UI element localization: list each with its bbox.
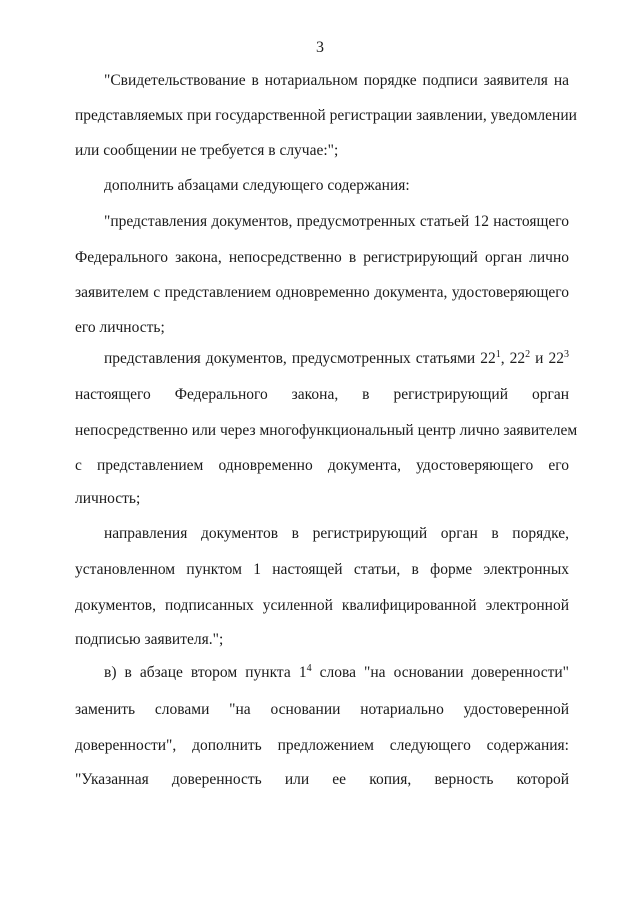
text-line: дополнить абзацами следующего содержания: bbox=[104, 177, 410, 194]
text-line: заменить словами "на основании нотариально удостоверенной bbox=[75, 701, 569, 718]
text-fragment: представления документов, предусмотренных статьями 22 bbox=[104, 350, 496, 367]
text-line: Федерального закона, непосредственно в регистрирующий орган лично bbox=[75, 249, 569, 266]
superscript: 3 bbox=[564, 349, 569, 360]
text-line: "представления документов, предусмотренных статьей 12 настоящего bbox=[104, 213, 569, 230]
text-line: установленном пунктом 1 настоящей статьи, в форме электронных bbox=[75, 561, 569, 578]
page-number: 3 bbox=[316, 39, 324, 56]
superscript: 4 bbox=[306, 663, 312, 674]
text-line: представляемых при государственной регистрации заявлении, уведомлении bbox=[75, 107, 577, 124]
text-line: "Свидетельствование в нотариальном порядке подписи заявителя на bbox=[104, 72, 569, 89]
text-line: документов, подписанных усиленной квалифицированной электронной bbox=[75, 597, 569, 614]
text-line: настоящего Федерального закона, в регистрирующий орган bbox=[75, 386, 569, 403]
text-line: "Указанная доверенность или ее копия, верность которой bbox=[75, 771, 569, 788]
text-line: направления документов в регистрирующий орган в порядке, bbox=[104, 525, 569, 542]
text-line: заявителем с представлением одновременно документа, удостоверяющего bbox=[75, 284, 569, 301]
text-fragment: в) в абзаце втором пункта 1 bbox=[104, 664, 307, 681]
text-fragment: , 22 bbox=[500, 350, 526, 367]
text-line: доверенности", дополнить предложением следующего содержания: bbox=[75, 737, 569, 754]
superscript: 1 bbox=[495, 349, 501, 360]
text-line: с представлением одновременно документа, удостоверяющего его bbox=[75, 457, 569, 474]
text-line-with-superscript bbox=[104, 663, 569, 683]
text-fragment: слова "на основании доверенности" bbox=[311, 664, 569, 681]
text-line-with-superscripts bbox=[104, 349, 569, 369]
text-line: личность; bbox=[75, 490, 141, 507]
text-line: непосредственно или через многофункциональный центр лично заявителем bbox=[75, 422, 578, 439]
text-line: или сообщении не требуется в случае:"; bbox=[75, 142, 339, 159]
superscript: 2 bbox=[525, 349, 531, 360]
text-line: подписью заявителя."; bbox=[75, 631, 224, 648]
text-fragment: и 22 bbox=[530, 350, 564, 367]
text-line: его личность; bbox=[75, 319, 165, 336]
